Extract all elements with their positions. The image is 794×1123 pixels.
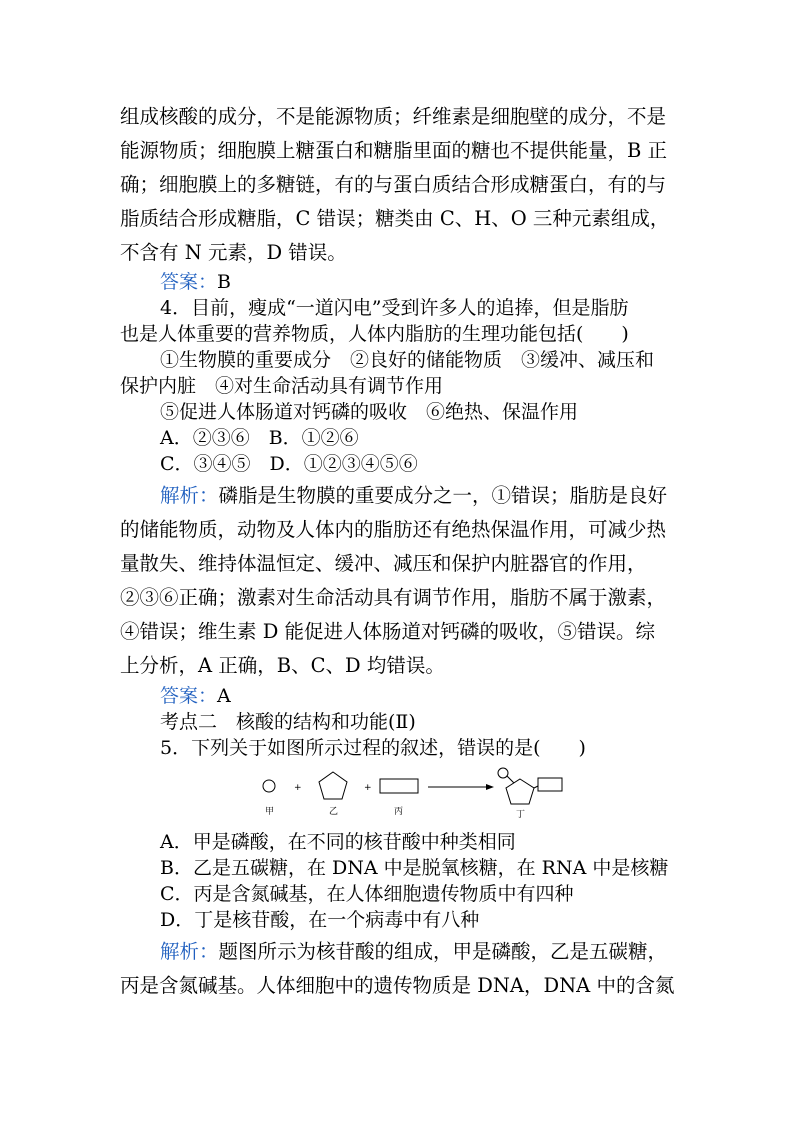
question-stem: 也是人体重要的营养物质，人体内脂肪的生理功能包括( ): [120, 323, 629, 345]
text-line: 不含有 N 元素，D 错误。: [120, 241, 347, 264]
question-option: C．③④⑤ D．①②③④⑤⑥: [160, 453, 418, 475]
pentagon-sugar: [506, 779, 534, 804]
answer-line: [160, 683, 231, 709]
bond-line: [507, 776, 514, 783]
label-jia: 甲: [265, 807, 275, 817]
question-option: B．乙是五碳糖，在 DNA 中是脱氧核糖，在 RNA 中是核糖: [160, 857, 669, 879]
question-option: A．②③⑥ B．①②⑥: [160, 427, 359, 449]
question-item: 保护内脏 ④对生命活动具有调节作用: [120, 375, 444, 397]
nucleotide-diagram: [258, 766, 568, 818]
bond-line: [534, 786, 538, 788]
analysis-line: [160, 483, 667, 509]
plus-sign: +: [364, 783, 372, 793]
base-rectangle: [380, 779, 418, 793]
text-line: 能源物质；细胞膜上糖蛋白和糖脂里面的糖也不提供能量，B 正: [120, 139, 668, 162]
phosphate-circle: [498, 768, 508, 778]
analysis-line: ④错误；维生素 D 能促进人体肠道对钙磷的吸收，⑤错误。综: [120, 620, 656, 643]
analysis-line: 丙是含氮碱基。人体细胞中的遗传物质是 DNA，DNA 中的含氮: [120, 974, 675, 997]
text-line: 组成核酸的成分，不是能源物质；纤维素是细胞壁的成分，不是: [120, 105, 667, 128]
text-line: 确；细胞膜上的多糖链，有的与蛋白质结合形成糖蛋白，有的与: [120, 173, 667, 196]
analysis-line: ②③⑥正确；激素对生命活动具有调节作用，脂肪不属于激素，: [120, 586, 667, 609]
label-bing: 丙: [394, 807, 404, 817]
section-heading: 考点二 核酸的结构和功能(Ⅱ): [160, 711, 416, 733]
analysis-line: 量散失、维持体温恒定、缓冲、减压和保护内脏器官的作用，: [120, 552, 647, 575]
analysis-line: [160, 939, 667, 965]
analysis-line: 上分析，A 正确，B、C、D 均错误。: [120, 654, 445, 677]
analysis-label: 解析：: [160, 484, 219, 507]
analysis-line: 的储能物质，动物及人体内的脂肪还有绝热保温作用，可减少热: [120, 518, 667, 541]
analysis-text: 题图所示为核苷酸的组成，甲是磷酸，乙是五碳糖，: [218, 940, 668, 963]
answer-label: 答案：: [160, 685, 218, 707]
analysis-text: 磷脂是生物膜的重要成分之一，①错误；脂肪是良好: [218, 484, 668, 507]
analysis-label: 解析：: [160, 940, 219, 963]
question-option: A．甲是磷酸，在不同的核苷酸中种类相同: [160, 831, 516, 853]
answer-label: 答案：: [160, 271, 218, 293]
question-item: ①生物膜的重要成分 ②良好的储能物质 ③缓冲、减压和: [160, 349, 655, 371]
answer-value: B: [217, 271, 231, 293]
question-stem: 4．目前，瘦成“一道闪电”受到许多人的追捧，但是脂肪: [160, 297, 629, 319]
pentagon-sugar: [319, 772, 347, 799]
text-line: 脂质结合形成糖脂，C 错误；糖类由 C、H、O 三种元素组成，: [120, 207, 670, 230]
label-ding: 丁: [516, 810, 526, 818]
question-option: D．丁是核苷酸，在一个病毒中有八种: [160, 909, 480, 931]
question-item: ⑤促进人体肠道对钙磷的吸收 ⑥绝热、保温作用: [160, 401, 579, 423]
plus-sign: +: [294, 783, 302, 793]
answer-line: [160, 269, 231, 295]
label-yi: 乙: [329, 807, 339, 817]
answer-value: A: [217, 685, 231, 707]
question-option: C．丙是含氮碱基，在人体细胞遗传物质中有四种: [160, 883, 574, 905]
question-stem: 5．下列关于如图所示过程的叙述，错误的是( ): [160, 737, 586, 759]
arrow-head: [486, 784, 494, 790]
phosphate-circle: [263, 780, 275, 792]
base-rectangle: [538, 778, 562, 791]
